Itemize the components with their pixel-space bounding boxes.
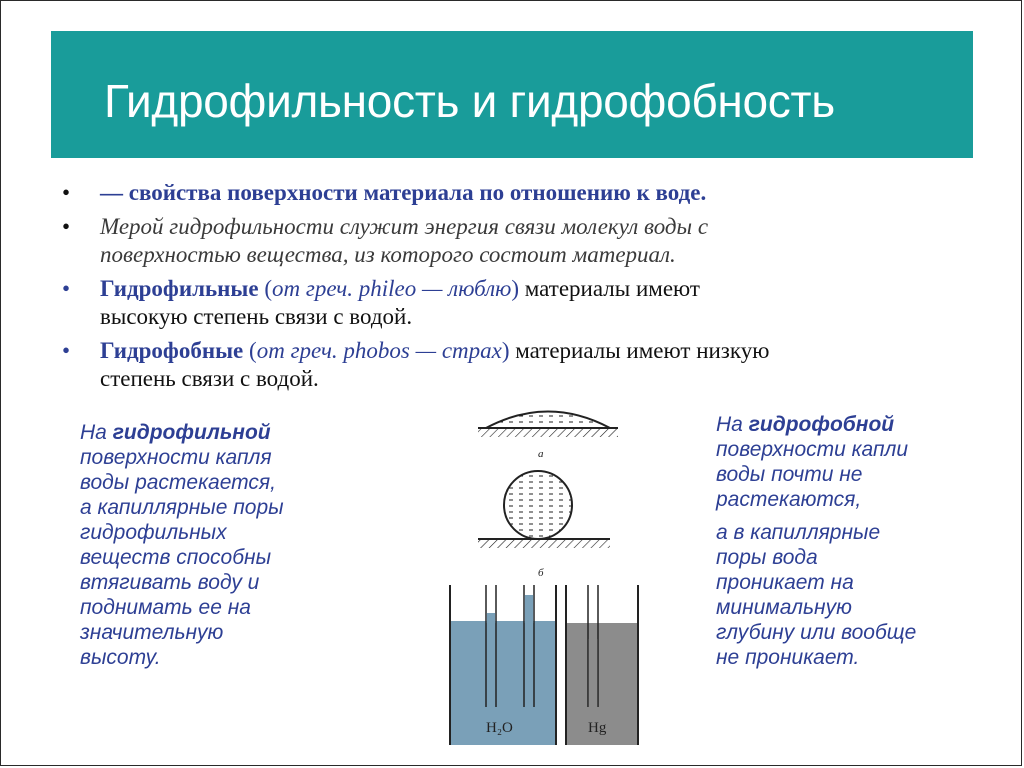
note-line: значительную bbox=[80, 621, 224, 644]
hydrophobic-note bbox=[716, 412, 986, 678]
note-line: воды растекается, bbox=[80, 471, 276, 494]
bullet-marker: • bbox=[62, 276, 71, 301]
bullet-text: — свойства поверхности материала по отношению к воде. bbox=[100, 180, 707, 205]
bullet-item bbox=[62, 275, 962, 331]
note-line: веществ способны bbox=[80, 546, 272, 569]
bullet-text-line: Мерой гидрофильности служит энергия связи молекул воды с bbox=[100, 214, 709, 239]
capillary-rise bbox=[487, 613, 495, 623]
title-bar bbox=[51, 31, 973, 158]
round-drop-figure bbox=[478, 471, 610, 579]
note-line: поверхности капля bbox=[80, 446, 272, 469]
bullet-marker: • bbox=[62, 180, 71, 205]
bullet-text-line: высокую степень связи с водой. bbox=[100, 304, 413, 329]
slide-title: Гидрофильность и гидрофобность bbox=[104, 75, 835, 127]
term-hydrophilic: Гидрофильные bbox=[100, 276, 259, 301]
note-line: втягивать воду и bbox=[80, 571, 260, 594]
bullet-text-line: материалы имеют низкую bbox=[509, 338, 770, 363]
origin-open: ( bbox=[243, 338, 257, 363]
surface-hatch bbox=[478, 429, 618, 437]
note-line: высоту. bbox=[80, 646, 161, 669]
spread-drop bbox=[486, 412, 610, 429]
note-line: минимальную bbox=[716, 596, 852, 619]
mercury-vessel bbox=[566, 585, 638, 745]
note-prefix: На bbox=[716, 413, 749, 436]
capillary-depression bbox=[589, 639, 597, 707]
note-line: а в капиллярные bbox=[716, 521, 881, 544]
vessel-label-water: H₂O bbox=[486, 720, 513, 736]
bullet-text-line: поверхностью вещества, из которого состоит материал. bbox=[100, 242, 676, 267]
origin-close: ) bbox=[511, 276, 520, 301]
bullet-marker: • bbox=[62, 214, 71, 239]
diagram-svg bbox=[438, 395, 698, 755]
note-paragraph bbox=[716, 520, 986, 670]
note-line: поры вода bbox=[716, 546, 818, 569]
term-origin: от греч. phileo — люблю bbox=[272, 276, 512, 301]
note-prefix: На bbox=[80, 421, 113, 444]
bullet-item bbox=[62, 213, 962, 269]
note-line: поднимать ее на bbox=[80, 596, 251, 619]
wetting-diagram bbox=[438, 395, 698, 755]
round-drop bbox=[504, 471, 572, 539]
label-a: а bbox=[538, 448, 544, 460]
term-origin: от греч. phobos — страх bbox=[256, 338, 502, 363]
origin-open: ( bbox=[258, 276, 273, 301]
hydrophilic-note bbox=[80, 420, 360, 670]
vessel-label-mercury: Hg bbox=[588, 720, 607, 736]
note-line: а капиллярные поры bbox=[80, 496, 284, 519]
bullet-item bbox=[62, 179, 962, 207]
bullet-marker: • bbox=[62, 338, 71, 363]
origin-close: ) bbox=[501, 338, 510, 363]
bullet-text-line: степень связи с водой. bbox=[100, 366, 319, 391]
note-emphasis: гидрофильной bbox=[112, 421, 271, 444]
note-line: воды почти не bbox=[716, 463, 863, 486]
note-emphasis: гидрофобной bbox=[748, 413, 895, 436]
note-line: глубину или вообще bbox=[716, 621, 917, 644]
surface-hatch bbox=[478, 540, 610, 548]
note-line: проникает на bbox=[716, 571, 854, 594]
term-hydrophobic: Гидрофобные bbox=[100, 338, 244, 363]
bullet-text-line: материалы имеют bbox=[519, 276, 700, 301]
note-line: не проникает. bbox=[716, 646, 860, 669]
label-b: б bbox=[538, 567, 544, 579]
note-paragraph bbox=[716, 412, 986, 512]
note-line: растекаются, bbox=[716, 488, 862, 511]
bullet-item bbox=[62, 337, 962, 393]
note-line: гидрофильных bbox=[80, 521, 227, 544]
capillary-rise bbox=[525, 595, 533, 623]
note-line: поверхности капли bbox=[716, 438, 909, 461]
bullet-list bbox=[62, 179, 962, 399]
spread-drop-figure bbox=[478, 412, 618, 461]
water-vessel bbox=[450, 585, 556, 745]
